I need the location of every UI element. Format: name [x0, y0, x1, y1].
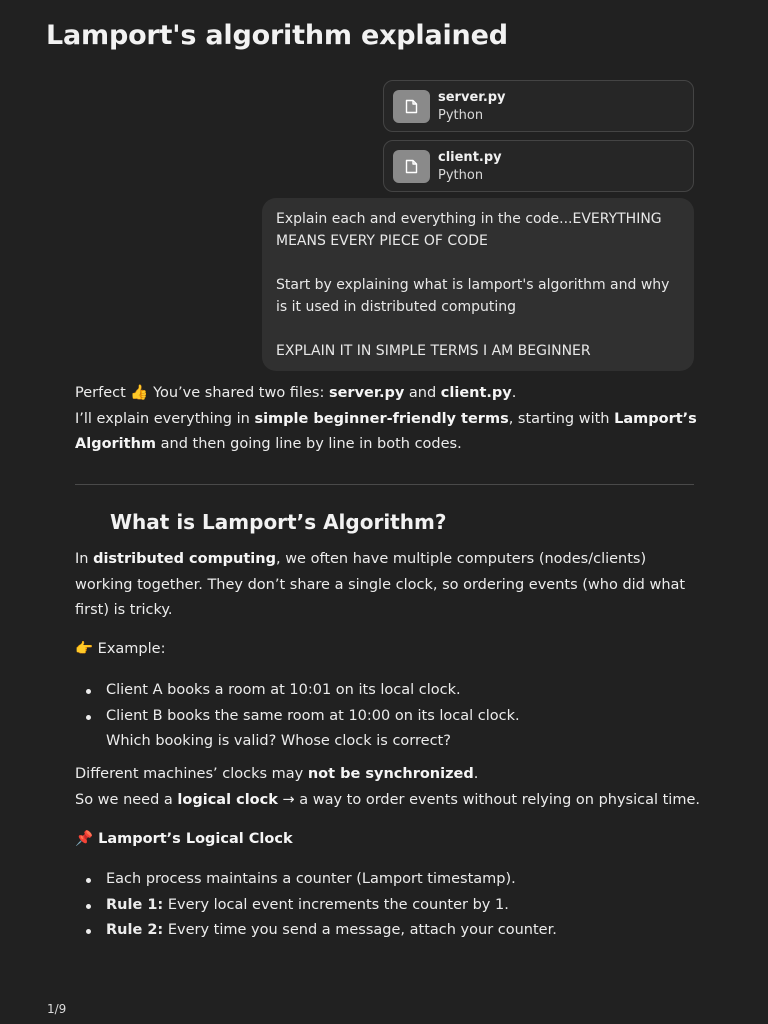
attachment-name: server.py: [438, 90, 506, 105]
assistant-intro: [75, 381, 700, 458]
intro-line-1: Perfect 👍 You’ve shared two files: server.py and client.py.: [75, 385, 517, 401]
divider: [75, 484, 694, 485]
file-icon: [393, 150, 430, 183]
section-heading: What is Lamport’s Algorithm?: [110, 510, 447, 534]
attachment-server-py[interactable]: [383, 80, 694, 132]
attachment-client-py[interactable]: [383, 140, 694, 192]
list-item: Rule 2: Every time you send a message, attach your counter.: [75, 918, 715, 944]
example-label: 👉 Example:: [75, 641, 166, 657]
paragraph-clocks: Different machines’ clocks may not be synchronized. So we need a logical clock → a way to order events without relying on physical time.: [75, 766, 700, 808]
file-icon: [393, 90, 430, 123]
paragraph-distributed: In distributed computing, we often have multiple computers (nodes/clients) working together. They don’t share a single clock, so ordering events (who did what first) is tricky.: [75, 551, 686, 618]
page-indicator: 1/9: [47, 1002, 67, 1016]
list-item: Each process maintains a counter (Lamport timestamp).: [75, 867, 715, 893]
attachment-type: Python: [438, 168, 484, 183]
attachment-type: Python: [438, 108, 484, 123]
attachment-name: client.py: [438, 150, 502, 165]
subheading-logical-clock: 📌 Lamport’s Logical Clock: [75, 831, 293, 847]
list-item: Client A books a room at 10:01 on its local clock.: [75, 678, 715, 704]
page-title: Lamport's algorithm explained: [46, 20, 508, 51]
list-item-continuation: Which booking is valid? Whose clock is correct?: [106, 733, 451, 749]
intro-line-2: I’ll explain everything in simple beginner-friendly terms, starting with Lamport’s Algorithm and then going line by line in both codes.: [75, 410, 697, 452]
user-message-line: Start by explaining what is lamport's algorithm and why is it used in distributed computing: [276, 277, 670, 315]
clock-rules-list: [75, 867, 715, 944]
user-message-line: Explain each and everything in the code...EVERYTHING MEANS EVERY PIECE OF CODE: [276, 211, 662, 249]
list-item: Rule 1: Every local event increments the counter by 1.: [75, 893, 715, 919]
user-message-bubble: [262, 198, 694, 371]
user-message-line: EXPLAIN IT IN SIMPLE TERMS I AM BEGINNER: [276, 343, 591, 359]
example-list: [75, 678, 715, 755]
list-item: Client B books the same room at 10:00 on its local clock.: [75, 704, 715, 730]
